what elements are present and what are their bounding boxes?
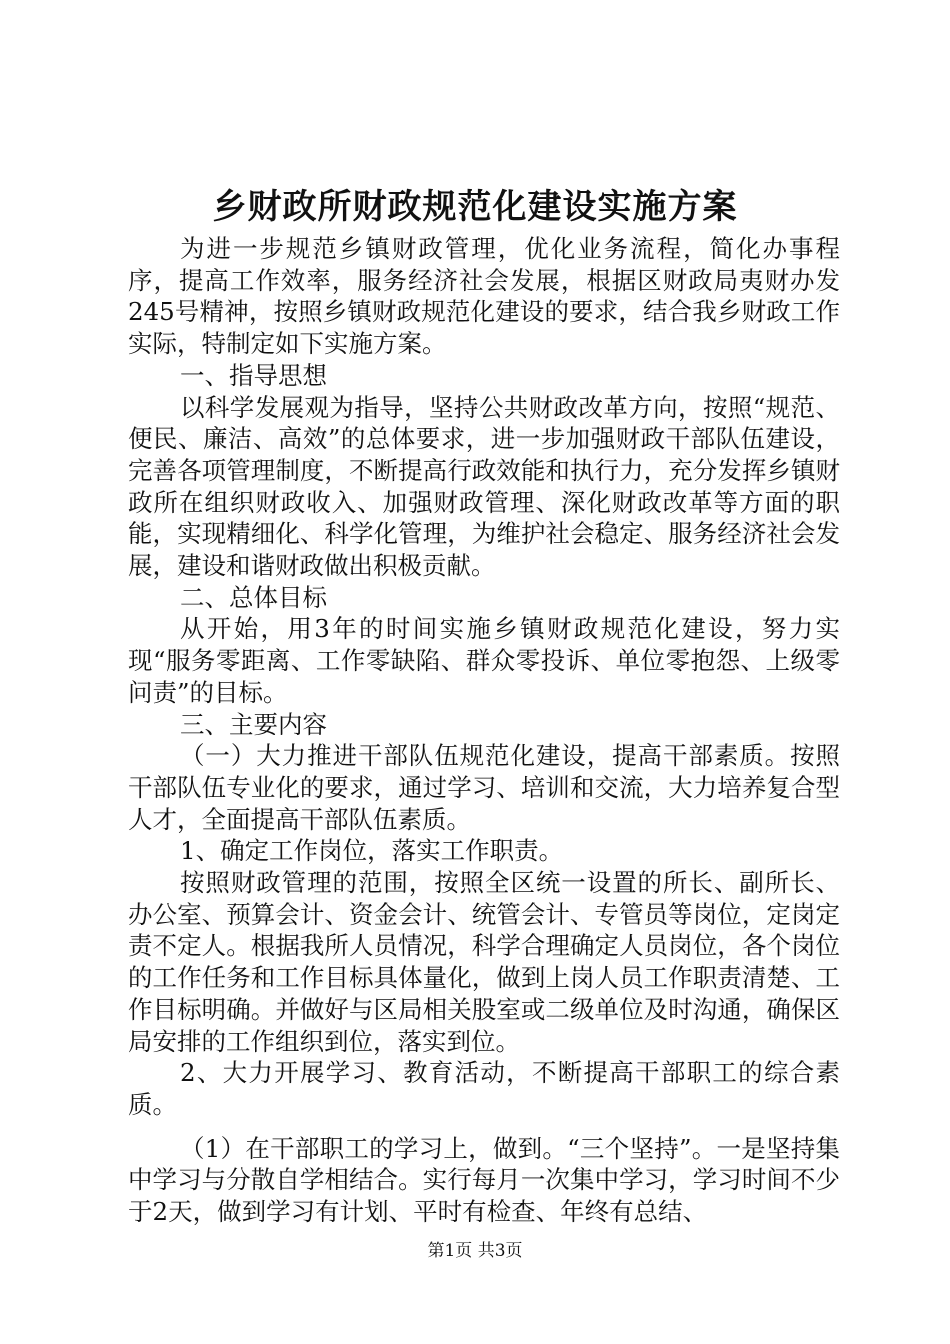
document-title: 乡财政所财政规范化建设实施方案 (212, 187, 738, 227)
paragraph-item-2-1: （1）在干部职工的学习上，做到。“三个坚持”。一是坚持集中学习与分散自学相结合。实行每月一次集中学习，学习时间不少于2天，做到学习有计划、平时有检查、年终有总结、 (128, 1133, 840, 1227)
heading-guiding-ideology: 一、指导思想 (180, 360, 327, 390)
paragraph-item-1: 按照财政管理的范围，按照全区统一设置的所长、副所长、办公室、预算会计、资金会计、统管会计、专管员等岗位，定岗定责不定人。根据我所人员情况，科学合理确定人员岗位，各个岗位的工作任务和工作目标具体量化，做到上岗人员工作职责清楚、工作目标明确。并做好与区局相关股室或二级单位及时沟通，确保区局安排的工作组织到位，落实到位。 (128, 868, 840, 1056)
paragraph-overall-goal: 从开始，用3年的时间实施乡镇财政规范化建设，努力实现“服务零距离、工作零缺陷、群众零投诉、单位零抱怨、上级零问责”的目标。 (128, 614, 840, 707)
heading-overall-goal: 二、总体目标 (180, 582, 327, 612)
page-footer: 第1页 共3页 (427, 1241, 523, 1261)
heading-item-1: 1、确定工作岗位，落实工作职责。 (180, 836, 564, 866)
paragraph-section-one: （一）大力推进干部队伍规范化建设，提高干部素质。按照干部队伍专业化的要求，通过学习、培训和交流，大力培养复合型人才，全面提高干部队伍素质。 (128, 741, 840, 834)
heading-item-2: 2、大力开展学习、教育活动，不断提高干部职工的综合素质。 (128, 1058, 840, 1119)
paragraph-intro: 为进一步规范乡镇财政管理，优化业务流程，简化办事程序，提高工作效率，服务经济社会发展，根据区财政局夷财办发245号精神，按照乡镇财政规范化建设的要求，结合我乡财政工作实际，特制定如下实施方案。 (128, 234, 840, 359)
paragraph-guiding-ideology: 以科学发展观为指导，坚持公共财政改革方向，按照“规范、便民、廉洁、高效”的总体要求，进一步加强财政干部队伍建设，完善各项管理制度，不断提高行政效能和执行力，充分发挥乡镇财政所在组织财政收入、加强财政管理、深化财政改革等方面的职能，实现精细化、科学化管理，为维护社会稳定、服务经济社会发展，建设和谐财政做出积极贡献。 (128, 392, 840, 581)
document-body (128, 233, 840, 1228)
heading-main-content: 三、主要内容 (180, 709, 327, 739)
